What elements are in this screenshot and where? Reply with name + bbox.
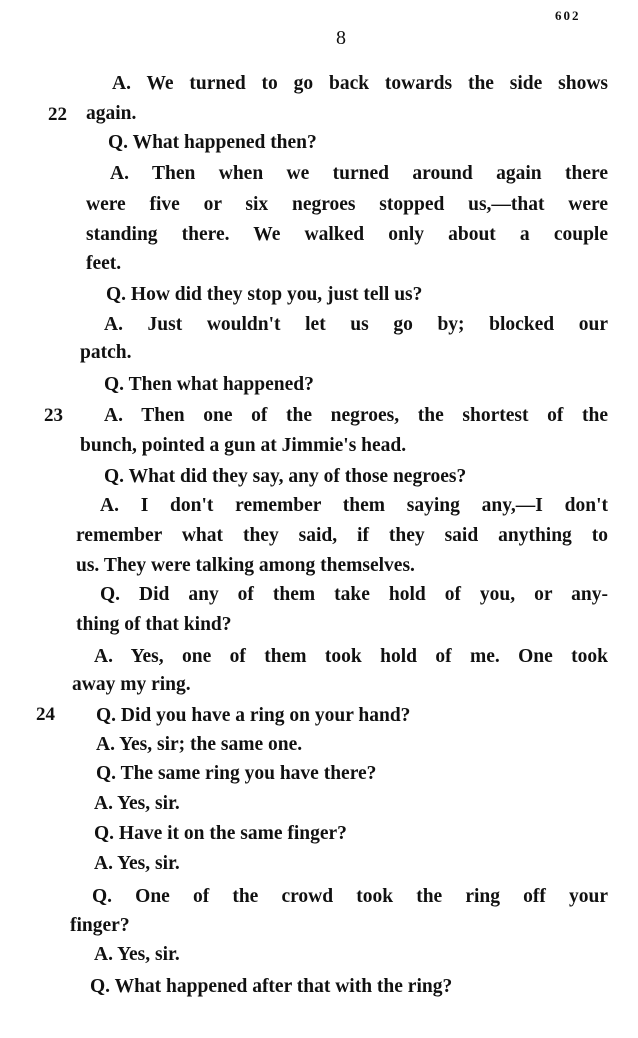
transcript-line: thing of that kind? xyxy=(76,614,232,635)
page-number: 8 xyxy=(336,27,346,49)
transcript-line: were five or six negroes stopped us,—that were xyxy=(86,194,608,215)
margin-line-number: 22 xyxy=(48,104,67,125)
transcript-line: Q. What happened after that with the ring? xyxy=(90,976,453,997)
transcript-line: bunch, pointed a gun at Jimmie's head. xyxy=(80,435,407,456)
transcript-line: A. Yes, sir. xyxy=(94,944,180,965)
transcript-line: finger? xyxy=(70,915,130,936)
transcript-line: patch. xyxy=(80,342,132,363)
transcript-line: A. Yes, sir. xyxy=(94,793,180,814)
transcript-line: remember what they said, if they said anything to xyxy=(76,525,608,546)
transcript-line: A. Yes, one of them took hold of me. One took xyxy=(94,646,608,667)
margin-line-number: 23 xyxy=(44,405,63,426)
transcript-line: A. Then when we turned around again there xyxy=(110,163,608,184)
transcript-line: A. Then one of the negroes, the shortest of the xyxy=(104,405,608,426)
transcript-line: Q. Have it on the same finger? xyxy=(94,823,347,844)
transcript-line: Q. Did any of them take hold of you, or any- xyxy=(100,584,608,605)
transcript-line: A. Yes, sir; the same one. xyxy=(96,734,303,755)
transcript-line: Q. Then what happened? xyxy=(104,374,314,395)
transcript-line: A. Just wouldn't let us go by; blocked our xyxy=(104,314,608,335)
transcript-line: away my ring. xyxy=(72,674,191,695)
transcript-line: A. Yes, sir. xyxy=(94,853,180,874)
transcript-line: Q. How did they stop you, just tell us? xyxy=(106,284,423,305)
transcript-line: A. I don't remember them saying any,—I don't xyxy=(100,495,608,516)
transcript-line: Q. The same ring you have there? xyxy=(96,763,377,784)
transcript-line: Q. What happened then? xyxy=(108,132,317,153)
transcript-line: Q. Did you have a ring on your hand? xyxy=(96,705,411,726)
transcript-line: feet. xyxy=(86,253,122,274)
margin-line-number: 24 xyxy=(36,704,55,725)
transcript-line: again. xyxy=(86,103,137,124)
transcript-line: Q. What did they say, any of those negroes? xyxy=(104,466,467,487)
transcript-line: A. We turned to go back towards the side shows xyxy=(112,73,608,94)
transcript-line: standing there. We walked only about a couple xyxy=(86,224,608,245)
transcript-line: Q. One of the crowd took the ring off your xyxy=(92,886,608,907)
transcript-line: us. They were talking among themselves. xyxy=(76,555,415,576)
corner-page-mark: 602 xyxy=(555,8,581,23)
